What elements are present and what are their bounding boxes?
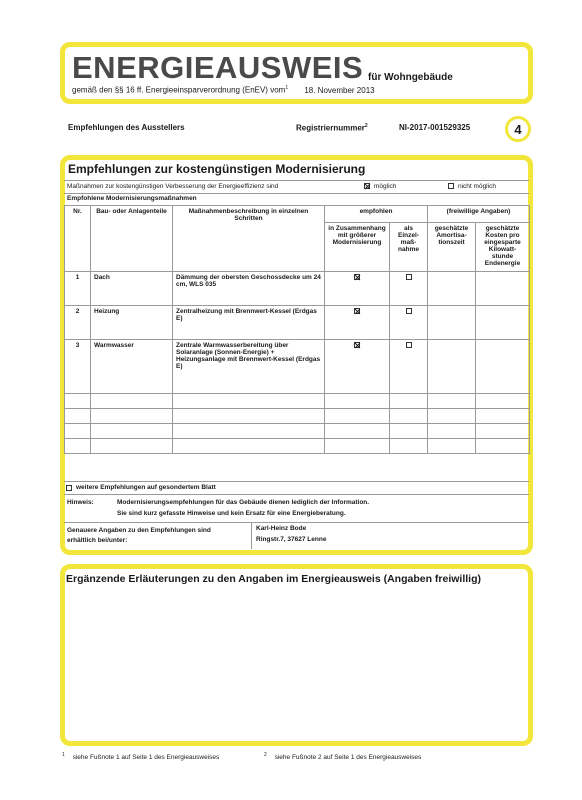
in-context-checkbox[interactable] — [354, 274, 360, 280]
col-costs-header: geschätzte Kosten pro eingesparte Kilowatt-stunde Endenergie — [476, 223, 530, 272]
footnote-2-text: siehe Fußnote 2 auf Seite 1 des Energieausweises — [274, 754, 422, 762]
col-component-header: Bau- oder Anlagenteile — [91, 206, 173, 272]
table-row — [65, 340, 530, 394]
row-nr: 1 — [65, 272, 91, 306]
row-component: Dach — [91, 272, 173, 306]
further-recommendations-row — [64, 481, 529, 495]
regulation-date: 18. November 2013 — [304, 85, 375, 95]
page-number-badge — [505, 116, 531, 142]
not-possible-checkbox[interactable] — [448, 183, 454, 189]
empty-row — [65, 439, 530, 454]
footnote-1-text: siehe Fußnote 1 auf Seite 1 des Energieausweises — [72, 754, 220, 762]
regulation-text — [72, 85, 375, 95]
recommendations-title: Empfehlungen zur kostengünstigen Modernisierung — [68, 162, 366, 176]
registration-footnote-mark: 2 — [364, 123, 368, 129]
footnote-1-mark: 1 — [62, 752, 65, 758]
col-payback-header: geschätzte Amortisa-tionszeit — [428, 223, 476, 272]
footnote-2 — [264, 752, 421, 761]
recommended-measures-subheader: Empfohlene Modernisierungsmaßnahmen — [67, 195, 197, 202]
contact-row — [64, 522, 529, 549]
regulation-footnote-mark: 1 — [285, 85, 289, 91]
individual-checkbox[interactable] — [406, 342, 412, 348]
table-row — [65, 306, 530, 340]
contact-label-2: erhältlich bei/unter: — [67, 537, 128, 544]
row-description: Zentralheizung mit Brennwert-Kessel (Erdgas E) — [173, 306, 325, 340]
row-description: Dämmung der obersten Geschossdecke um 24 cm, WLS 035 — [173, 272, 325, 306]
row-nr: 3 — [65, 340, 91, 394]
contact-label-1: Genauere Angaben zu den Empfehlungen sind — [67, 527, 211, 534]
further-recommendations-label: weitere Empfehlungen auf gesondertem Blatt — [76, 484, 216, 491]
page-number: 4 — [514, 121, 522, 137]
in-context-checkbox[interactable] — [354, 342, 360, 348]
supplementary-frame — [60, 564, 533, 746]
col-recommended-header: empfohlen — [325, 206, 428, 223]
page-title-suffix: für Wohngebäude — [368, 72, 453, 83]
contact-address: Ringstr.7, 37627 Lenne — [256, 536, 327, 543]
note-label: Hinweis: — [67, 499, 94, 506]
issuer-recommendations-label: Empfehlungen des Ausstellers — [68, 123, 185, 132]
measures-row — [64, 180, 529, 194]
in-context-checkbox[interactable] — [354, 308, 360, 314]
col-description-header: Maßnahmenbeschreibung in einzelnen Schritten — [173, 206, 325, 272]
empty-row — [65, 409, 530, 424]
possible-label: möglich — [374, 183, 397, 190]
empty-row — [65, 424, 530, 439]
regulation-label: gemäß den §§ 16 ff. Energieeinsparverordnung (EnEV) vom — [72, 85, 286, 95]
not-possible-label: nicht möglich — [458, 183, 496, 190]
supplementary-title: Ergänzende Erläuterungen zu den Angaben im Energieausweis (Angaben freiwillig) — [66, 573, 482, 585]
empty-row — [65, 394, 530, 409]
individual-checkbox[interactable] — [406, 274, 412, 280]
footnote-1 — [62, 752, 219, 761]
col-in-context-header: in Zusammenhang mit größerer Modernisierung — [325, 223, 390, 272]
footnote-2-mark: 2 — [264, 752, 267, 758]
registration-label-wrap — [296, 123, 368, 133]
measures-label: Maßnahmen zur kostengünstigen Verbesserung der Energieeffizienz sind — [67, 183, 279, 190]
individual-checkbox[interactable] — [406, 308, 412, 314]
col-optional-header: (freiwillige Angaben) — [428, 206, 530, 223]
note-line-1: Modernisierungsempfehlungen für das Gebäude dienen lediglich der Information. — [117, 499, 370, 506]
further-recommendations-checkbox[interactable] — [66, 485, 72, 491]
table-row — [65, 272, 530, 306]
col-individual-header: als Einzel-maß-nahme — [390, 223, 428, 272]
registration-label: Registriernummer — [296, 123, 365, 133]
row-nr: 2 — [65, 306, 91, 340]
registration-number: NI-2017-001529325 — [399, 123, 471, 132]
row-component: Heizung — [91, 306, 173, 340]
row-description: Zentrale Warmwasserbereitung über Solaranlage (Sonnen-Energie) + Heizungsanlage mit Brennwert-Kessel (Erdgas E) — [173, 340, 325, 394]
row-component: Warmwasser — [91, 340, 173, 394]
note-line-2: Sie sind kurz gefasste Hinweise und kein Ersatz für eine Energieberatung. — [117, 510, 346, 517]
col-nr-header: Nr. — [65, 206, 91, 272]
possible-checkbox[interactable] — [364, 183, 370, 189]
page-title: ENERGIEAUSWEIS — [72, 50, 364, 85]
measures-table — [64, 205, 530, 454]
contact-name: Karl-Heinz Bode — [256, 525, 307, 532]
